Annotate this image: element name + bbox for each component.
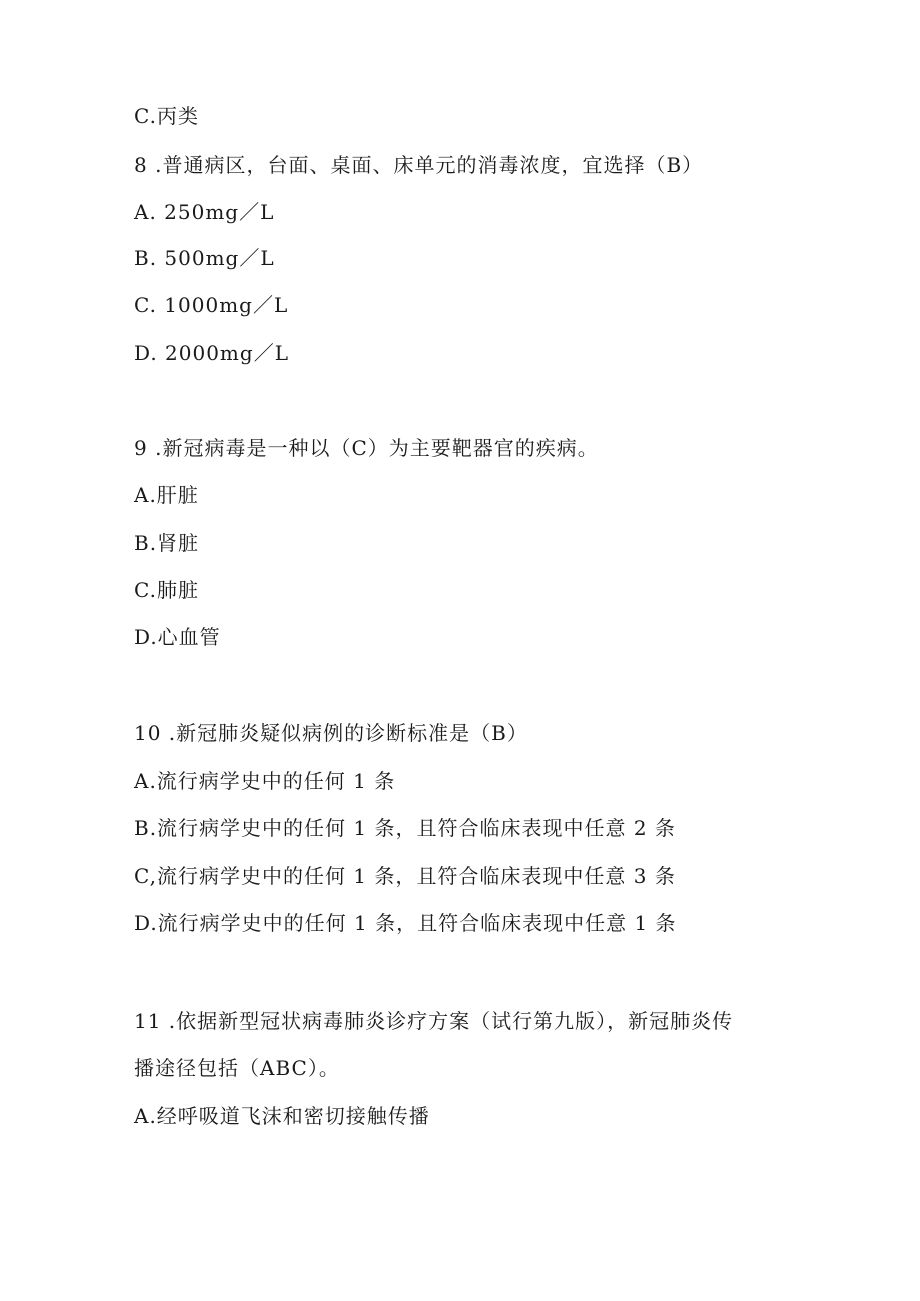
q10-option-b: B.流行病学史中的任何 1 条，且符合临床表现中任意 2 条 — [134, 816, 676, 840]
q10-option-d: D.流行病学史中的任何 1 条，且符合临床表现中任意 1 条 — [134, 911, 677, 935]
q11-question-line1: 11 .依据新型冠状病毒肺炎诊疗方案（试行第九版），新冠肺炎传 — [134, 1009, 734, 1033]
q8-option-a: A. 250mg／L — [134, 200, 275, 224]
q10-question: 10 .新冠肺炎疑似病例的诊断标准是（B） — [134, 721, 528, 745]
q11-question-line2: 播途径包括（ABC）。 — [134, 1056, 340, 1080]
q7-option-c: C.丙类 — [134, 104, 199, 128]
q9-option-a: A.肝脏 — [134, 483, 199, 507]
q8-option-b: B. 500mg／L — [134, 246, 275, 270]
q9-option-b: B.肾脏 — [134, 531, 200, 555]
q9-option-c: C.肺脏 — [134, 578, 199, 602]
q11-option-a: A.经呼吸道飞沫和密切接触传播 — [134, 1104, 430, 1128]
q10-option-c: C,流行病学史中的任何 1 条，且符合临床表现中任意 3 条 — [134, 864, 676, 888]
q9-question: 9 .新冠病毒是一种以（C）为主要靶器官的疾病。 — [134, 436, 599, 460]
q10-option-a: A.流行病学史中的任何 1 条 — [134, 769, 396, 793]
q8-option-c: C. 1000mg／L — [134, 293, 289, 317]
q9-option-d: D.心血管 — [134, 625, 221, 649]
q8-question: 8 .普通病区，台面、桌面、床单元的消毒浓度，宜选择（B） — [134, 153, 704, 177]
q8-option-d: D. 2000mg／L — [134, 341, 289, 365]
